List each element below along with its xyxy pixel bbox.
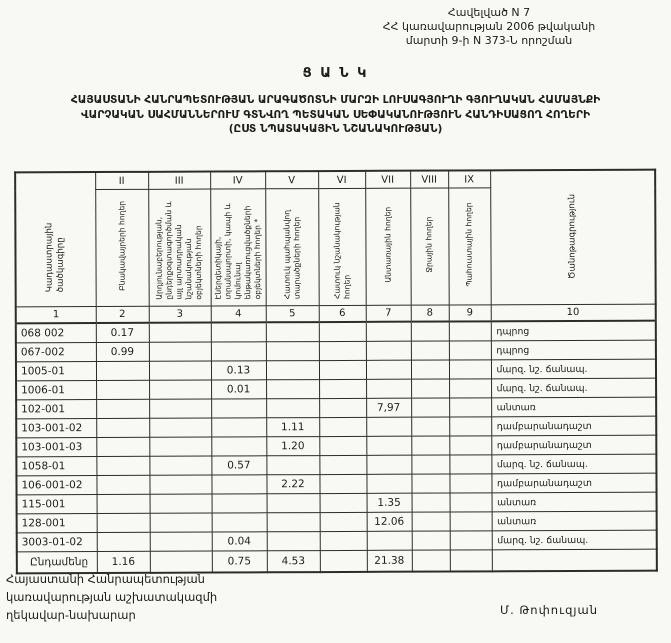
area-value-cell <box>97 494 150 513</box>
area-value-cell: 1.20 <box>266 437 319 456</box>
column-number: 5 <box>266 306 319 323</box>
area-value-cell <box>449 321 491 341</box>
area-value-cell <box>319 341 366 360</box>
land-parcels-table <box>14 169 658 575</box>
column-number: 3 <box>149 306 211 323</box>
area-value-cell <box>211 475 266 494</box>
area-value-cell <box>366 436 411 455</box>
area-value-cell <box>97 532 150 551</box>
category-header <box>210 189 266 306</box>
annex-line: ՀՀ կառավարության 2006 թվականի <box>382 20 596 33</box>
note-cell: դամբարանադաշտ <box>491 435 656 455</box>
area-value-cell <box>319 360 366 379</box>
area-value-cell <box>149 323 211 343</box>
area-value-cell <box>96 399 149 418</box>
annex-reference <box>319 6 659 48</box>
category-header-label: Արդյունաբերության, ընդերքօգտագործման և այլ արտադրական նշանակության օբյեկտների հողեր <box>154 201 204 300</box>
area-value-cell <box>412 512 450 531</box>
area-value-cell <box>267 513 320 532</box>
first-col-header <box>15 172 96 307</box>
area-value-cell <box>149 380 211 399</box>
area-value-cell <box>366 341 411 360</box>
area-value-cell <box>319 474 366 493</box>
area-value-cell <box>411 398 449 417</box>
cadastral-code-cell: 068 002 <box>16 323 96 343</box>
note-cell: մարզ. նշ. ճանապ. <box>492 530 657 550</box>
cadastral-code-cell: 103-001-02 <box>16 419 96 438</box>
area-value-cell <box>319 398 366 417</box>
area-value-cell: 0.99 <box>96 342 149 361</box>
area-value-cell <box>320 550 367 572</box>
area-value-cell <box>319 436 366 455</box>
area-value-cell <box>366 379 411 398</box>
cadastral-code-cell: 128-001 <box>17 514 97 533</box>
area-value-cell <box>319 322 366 342</box>
area-value-cell <box>96 456 149 475</box>
area-value-cell <box>96 475 149 494</box>
roman-numeral: VI <box>318 171 365 189</box>
column-number: 10 <box>491 304 656 321</box>
area-value-cell <box>411 474 449 493</box>
cadastral-code-cell: 106-001-02 <box>16 476 96 495</box>
area-value-cell <box>319 455 366 474</box>
area-value-cell <box>211 322 266 342</box>
note-cell: մարզ. նշ. ճանապ. <box>491 454 656 474</box>
roman-numeral: VII <box>365 171 410 189</box>
header-roman-row <box>15 170 655 190</box>
note-cell: դպրոց <box>491 340 656 360</box>
category-header-label: Հատուկ նշանակության հողեր <box>331 202 352 300</box>
area-value-cell: 0.01 <box>211 380 266 399</box>
area-value-cell <box>266 322 319 342</box>
area-value-cell <box>367 531 412 550</box>
category-header <box>318 188 366 305</box>
cadastral-code-cell: 3003-01-02 <box>17 533 97 552</box>
area-value-cell <box>366 474 411 493</box>
roman-numeral: V <box>265 171 318 189</box>
note-cell: անտառ <box>492 492 657 512</box>
area-value-cell: 0.04 <box>212 532 267 551</box>
area-value-cell <box>319 417 366 436</box>
area-value-cell <box>150 494 212 513</box>
column-number: 4 <box>211 306 266 323</box>
area-value-cell <box>450 550 492 572</box>
area-value-cell <box>449 398 491 417</box>
area-value-cell: 1.16 <box>97 551 150 573</box>
document-title: Ց Ա Ն Կ <box>302 66 369 81</box>
category-header <box>148 189 211 306</box>
area-value-cell <box>412 493 450 512</box>
area-value-cell: 4.53 <box>267 551 320 573</box>
area-value-cell <box>450 531 492 550</box>
area-value-cell <box>449 341 491 360</box>
first-col-header-label: Կադաստրային ծածկագիրը <box>44 222 66 293</box>
last-col-header <box>490 170 656 305</box>
note-cell: դամբարանադաշտ <box>491 416 656 436</box>
area-value-cell <box>449 436 491 455</box>
subtitle-line: (ԸՍՏ ՆՊԱՏԱԿԱՅԻՆ ՆՇԱՆԱԿՈՒԹՅԱՆ) <box>228 123 443 135</box>
area-value-cell: 1.11 <box>266 418 319 437</box>
area-value-cell <box>149 418 211 437</box>
category-header-label: Պահուստային հողեր <box>464 202 474 287</box>
category-header-label: Ջրային հողեր <box>424 216 434 273</box>
roman-numeral: IX <box>448 170 490 188</box>
office-line: ղեկավար-նախարար <box>6 608 136 622</box>
area-value-cell <box>212 513 267 532</box>
area-value-cell <box>320 512 367 531</box>
cadastral-code-cell: 115-001 <box>17 495 97 514</box>
office-line: կառավարության աշխատակազմի <box>6 590 218 604</box>
roman-numeral: III <box>148 172 210 190</box>
table-body <box>16 321 657 574</box>
column-number: 9 <box>449 305 491 322</box>
area-value-cell <box>149 399 211 418</box>
area-value-cell <box>449 474 491 493</box>
area-value-cell <box>449 455 491 474</box>
note-cell: մարզ. նշ. ճանապ. <box>491 359 656 379</box>
category-header <box>365 188 411 305</box>
area-value-cell: 7,97 <box>366 398 411 417</box>
category-header-label: Հատուկ պահպանվող տարածքների հողեր <box>281 209 302 300</box>
area-value-cell: 21.38 <box>367 550 412 572</box>
area-value-cell <box>266 342 319 361</box>
area-value-cell: 0.17 <box>96 323 149 343</box>
area-value-cell <box>266 456 319 475</box>
area-value-cell <box>211 437 266 456</box>
cadastral-code-cell: 103-001-03 <box>16 438 96 457</box>
area-value-cell <box>366 360 411 379</box>
note-cell: անտառ <box>491 397 656 417</box>
area-value-cell <box>149 437 211 456</box>
column-number: 7 <box>366 305 411 322</box>
area-value-cell <box>211 418 266 437</box>
category-header <box>265 189 319 306</box>
cadastral-code-cell: 1006-01 <box>16 381 96 400</box>
land-table-wrapper <box>14 169 658 575</box>
cadastral-code-cell: 067-002 <box>16 343 96 362</box>
area-value-cell <box>96 361 149 380</box>
area-value-cell <box>96 437 149 456</box>
signing-office <box>6 570 217 624</box>
area-value-cell <box>411 379 449 398</box>
area-value-cell <box>149 361 211 380</box>
area-value-cell <box>450 493 492 512</box>
area-value-cell <box>149 456 211 475</box>
area-value-cell <box>366 417 411 436</box>
area-value-cell <box>411 436 449 455</box>
area-value-cell: 0.75 <box>212 551 267 573</box>
area-value-cell <box>411 417 449 436</box>
last-col-header-label: Ծանոթագրություն <box>566 193 578 279</box>
office-line: Հայաստանի Հանրապետության <box>6 572 205 586</box>
roman-numeral: IV <box>210 171 265 189</box>
subtitle-line: ՎԱՐՉԱԿԱՆ ՍԱՀՄԱՆՆԵՐՈՒՄ ԳՏՆՎՈՂ ՊԵՏԱԿԱՆ ՍԵՓԱԿԱՆՈՒԹՅՈՒՆ ՀԱՆԴԻՍԱՑՈՂ ՀՈՂԵՐԻ <box>81 108 590 121</box>
roman-numeral: II <box>95 172 148 190</box>
area-value-cell <box>366 322 411 342</box>
area-value-cell <box>96 380 149 399</box>
area-value-cell <box>450 512 492 531</box>
document-subtitle <box>8 93 663 137</box>
category-header-label: Էներգետիկայի, տրանսպորտի, կապի և կոմունալ ենթակառուցվածքների օբյեկտների հողեր * <box>213 203 262 300</box>
area-value-cell <box>150 532 212 551</box>
area-value-cell <box>149 475 211 494</box>
area-value-cell <box>266 361 319 380</box>
area-value-cell <box>449 360 491 379</box>
area-value-cell <box>211 399 266 418</box>
area-value-cell: 0.13 <box>211 361 266 380</box>
area-value-cell <box>211 342 266 361</box>
note-cell: մարզ. նշ. ճանապ. <box>491 378 656 398</box>
column-number: 1 <box>16 307 96 324</box>
area-value-cell: 2.22 <box>266 475 319 494</box>
area-value-cell <box>449 417 491 436</box>
category-header <box>410 188 449 305</box>
area-value-cell <box>366 455 411 474</box>
cadastral-code-cell: 1058-01 <box>16 457 96 476</box>
note-cell <box>492 549 657 571</box>
area-value-cell <box>267 532 320 551</box>
area-value-cell <box>267 494 320 513</box>
area-value-cell: 12.06 <box>367 512 412 531</box>
area-value-cell <box>97 513 150 532</box>
note-cell: դպրոց <box>491 321 656 341</box>
annex-line: մարտի 9-ի N 373-Ն որոշման <box>405 34 573 47</box>
table-head <box>15 170 656 324</box>
roman-numeral: VIII <box>410 171 448 189</box>
area-value-cell: 0.57 <box>211 456 266 475</box>
annex-line: Հավելված N 7 <box>447 6 531 19</box>
note-cell: դամբարանադաշտ <box>491 473 656 493</box>
category-header <box>448 188 491 305</box>
area-value-cell <box>96 418 149 437</box>
note-cell: անտառ <box>492 511 657 531</box>
category-header-label: Անտառային հողեր <box>382 206 393 283</box>
area-value-cell <box>266 380 319 399</box>
area-value-cell <box>266 399 319 418</box>
column-number: 8 <box>411 305 449 322</box>
cadastral-code-cell: 102-001 <box>16 400 96 419</box>
area-value-cell <box>411 322 449 342</box>
total-label-cell: Ընդամենը <box>17 552 97 574</box>
area-value-cell: 1.35 <box>367 493 412 512</box>
area-value-cell <box>149 342 211 361</box>
column-number: 6 <box>319 305 366 322</box>
category-header <box>95 189 149 306</box>
signature-name: Մ. Թոփուզյան <box>500 603 598 617</box>
area-value-cell <box>411 360 449 379</box>
category-header-label: Բնակավայրերի հողեր <box>116 200 127 291</box>
area-value-cell <box>411 455 449 474</box>
area-value-cell <box>449 379 491 398</box>
area-value-cell <box>320 493 367 512</box>
area-value-cell <box>319 379 366 398</box>
subtitle-line: ՀԱՅԱՍՏԱՆԻ ՀԱՆՐԱՊԵՏՈՒԹՅԱՆ ԱՐԱԳԱԾՈՏՆԻ ՄԱՐԶԻ ԼՈՒՍԱԳՅՈՒՂԻ ԳՅՈՒՂԱԿԱՆ ՀԱՄԱՅՆՔԻ <box>70 94 601 106</box>
area-value-cell <box>320 531 367 550</box>
area-value-cell <box>411 341 449 360</box>
area-value-cell <box>212 494 267 513</box>
area-value-cell <box>412 531 450 550</box>
cadastral-code-cell: 1005-01 <box>16 362 96 381</box>
column-number: 2 <box>96 306 149 323</box>
area-value-cell <box>412 550 450 572</box>
area-value-cell <box>150 513 212 532</box>
